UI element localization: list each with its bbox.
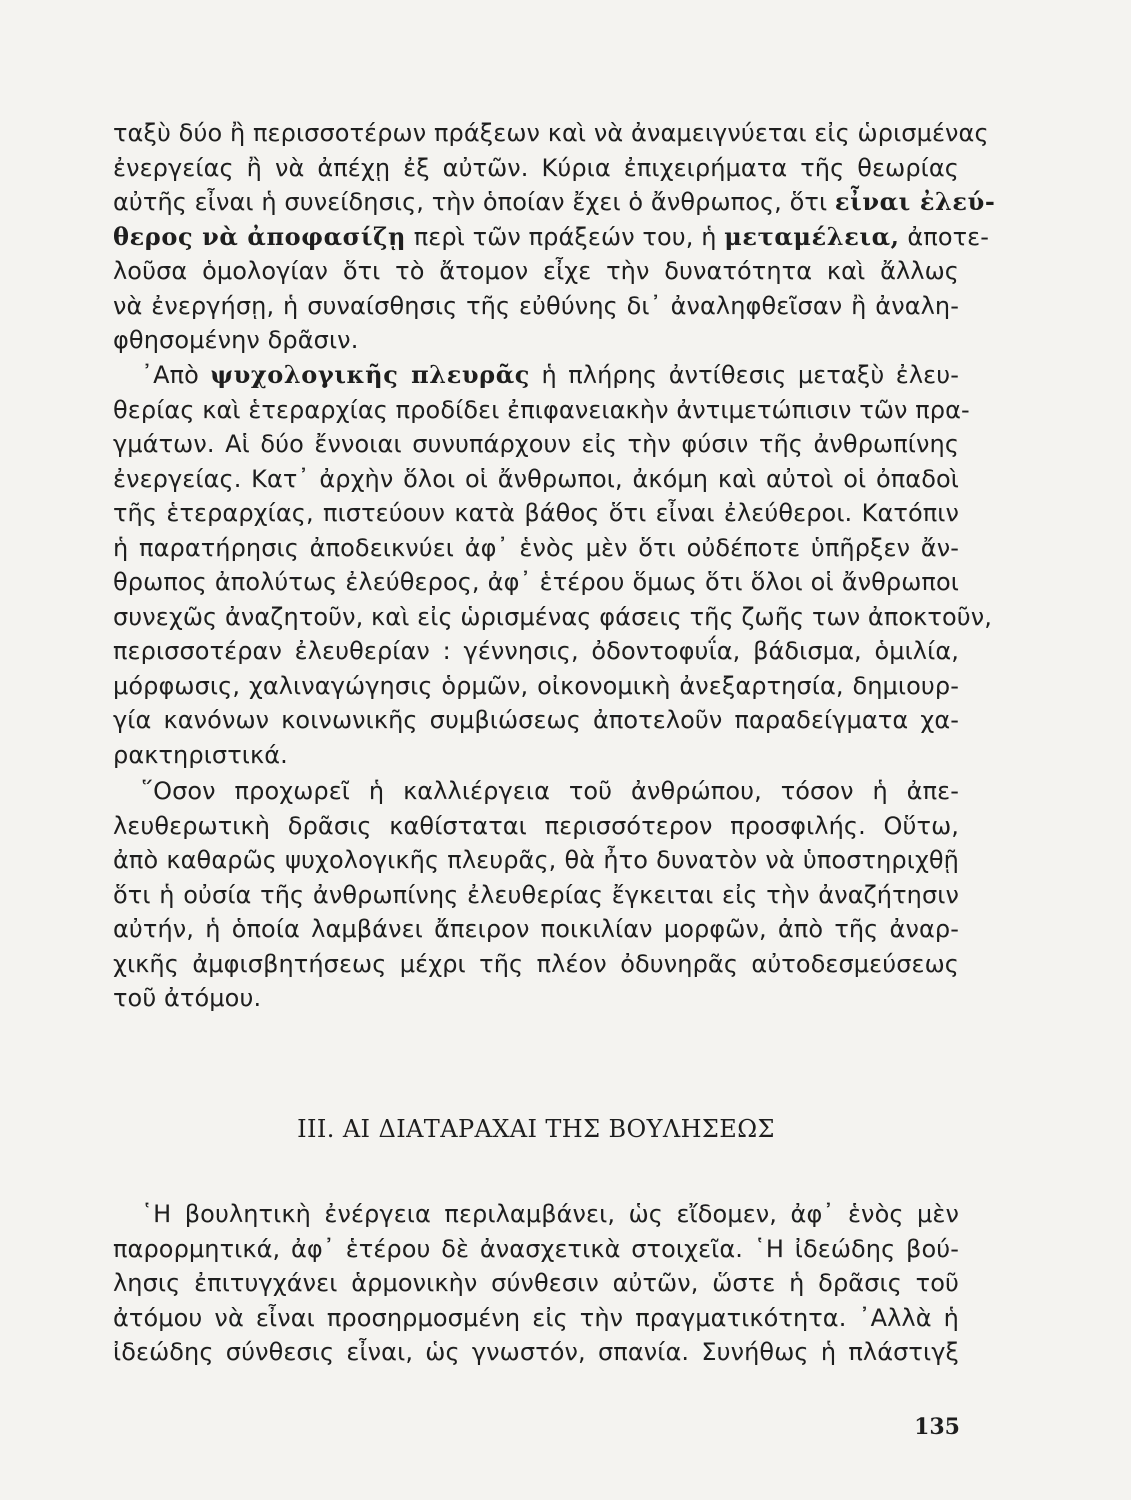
text-line: ρακτηριστικά. [113,740,288,769]
text-line: ἡ παρατήρησις ἀποδεικνύει ἀφ᾿ ἑνὸς μὲν ὅτι οὐδέποτε ὑπῆρξεν ἄν- [113,533,959,562]
text-line: ἀτόμου νὰ εἶναι προσηρμοσμένη εἰς τὴν πραγματικότητα. ᾿Αλλὰ ἡ [113,1303,959,1332]
emphasis-text: εἶναι ἐλεύ- [834,187,996,216]
text-line: συνεχῶς ἀναζητοῦν, καὶ εἰς ὡρισμένας φάσεις τῆς ζωῆς των ἀποκτοῦν, [113,602,992,631]
text-line: ἰδεώδης σύνθεσις εἶναι, ὡς γνωστόν, σπανία. Συνήθως ἡ πλάστιγξ [113,1338,959,1366]
text-line: τῆς ἑτεραρχίας, πιστεύουν κατὰ βάθος ὅτι εἶναι ἐλεύθεροι. Κατόπιν [113,499,959,527]
text-line: λευθερωτικὴ δρᾶσις καθίσταται περισσότερον προσφιλής. Οὕτω, [113,811,959,840]
page-number: 135 [914,1414,960,1440]
emphasis-text: θερος νὰ ἀποφασίζῃ [113,221,407,251]
text-line: θρωπος ἀπολύτως ἐλεύθερος, ἀφ᾿ ἑτέρου ὅμως ὅτι ὅλοι οἱ ἄνθρωποι [113,568,959,596]
text-line: χικῆς ἀμφισβητήσεως μέχρι τῆς πλέον ὀδυνηρᾶς αὐτοδεσμεύσεως [113,949,959,978]
text-line: ἐνεργείας ἢ νὰ ἀπέχῃ ἐξ αὐτῶν. Κύρια ἐπιχειρήματα τῆς θεωρίας [113,153,959,182]
text-line: περισσοτέραν ἐλευθερίαν : γέννησις, ὀδοντοφυΐα, βάδισμα, ὁμιλία, [113,637,959,665]
text-line: ὅτι ἡ οὐσία τῆς ἀνθρωπίνης ἐλευθερίας ἔγκειται εἰς τὴν ἀναζήτησιν [113,880,959,909]
text-line: λησις ἐπιτυγχάνει ἁρμονικὴν σύνθεσιν αὐτῶν, ὥστε ἡ δρᾶσις τοῦ [113,1269,959,1297]
text-line: γμάτων. Αἱ δύο ἔννοιαι συνυπάρχουν εἰς τὴν φύσιν τῆς ἀνθρωπίνης [113,430,959,458]
text-line: ᾿Απὸ ψυχολογικῆς πλευρᾶς ἡ πλήρης ἀντίθεσις μεταξὺ ἐλευ- [141,360,959,389]
emphasis-text: ψυχολογικῆς πλευρᾶς [210,360,530,389]
text-line: ταξὺ δύο ἢ περισσοτέρων πράξεων καὶ νὰ ἀναμειγνύεται εἰς ὡρισμένας [113,119,989,147]
text-line: θερίας καὶ ἑτεραρχίας προδίδει ἐπιφανειακὴν ἀντιμετώπισιν τῶν πρα- [113,395,970,424]
text-line: τοῦ ἀτόμου. [113,984,262,1012]
emphasis-text: μεταμέλεια, [724,221,900,251]
text-line: αὐτῆς εἶναι ἡ συνείδησις, τὴν ὁποίαν ἔχει ὁ ἄνθρωπος, ὅτι εἶναι ἐλεύ- [113,187,996,216]
text-line: ἐνεργείας. Κατ᾿ ἀρχὴν ὅλοι οἱ ἄνθρωποι, ἀκόμη καὶ αὐτοὶ οἱ ὀπαδοὶ [113,464,959,493]
text-line: γία κανόνων κοινωνικῆς συμβιώσεως ἀποτελοῦν παραδείγματα χα- [113,706,959,734]
text-line: νὰ ἐνεργήσῃ, ἡ συναίσθησις τῆς εὐθύνης δι᾿ ἀναληφθεῖσαν ἢ ἀναλη- [113,291,959,320]
text-line: ἀπὸ καθαρῶς ψυχολογικῆς πλευρᾶς, θὰ ἦτο δυνατὸν νὰ ὑποστηριχθῇ [113,846,959,874]
text-line: λοῦσα ὁμολογίαν ὅτι τὸ ἄτομον εἶχε τὴν δυνατότητα καὶ ἄλλως [113,257,959,285]
text-line: ῾Η βουλητικὴ ἐνέργεια περιλαμβάνει, ὡς εἴδομεν, ἀφ᾿ ἑνὸς μὲν [141,1200,959,1228]
text-line: αὐτήν, ἡ ὁποία λαμβάνει ἄπειρον ποικιλίαν μορφῶν, ἀπὸ τῆς ἀναρ- [113,915,959,943]
paragraph-1 [113,116,996,358]
text-line: ῞Οσον προχωρεῖ ἡ καλλιέργεια τοῦ ἀνθρώπου, τόσον ἡ ἀπε- [141,777,959,805]
text-line: παρορμητικά, ἀφ᾿ ἑτέρου δὲ ἀνασχετικὰ στοιχεῖα. ῾Η ἰδεώδης βού- [113,1234,959,1263]
text-line: μόρφωσις, χαλιναγώγησις ὁρμῶν, οἰκονομικὴ ἀνεξαρτησία, δημιουρ- [113,671,959,700]
paragraph-2 [113,358,992,772]
text-line: φθησομένην δρᾶσιν. [113,326,359,354]
paragraph-4 [113,1197,959,1370]
text-line: θερος νὰ ἀποφασίζῃ περὶ τῶν πράξεών του, ἡ μεταμέλεια, ἀποτε- [113,221,990,251]
paragraph-3 [113,774,959,1016]
section-heading: III. ΑΙ ΔΙΑΤΑΡΑΧΑΙ ΤΗΣ ΒΟΥΛΗΣΕΩΣ [297,1115,775,1143]
